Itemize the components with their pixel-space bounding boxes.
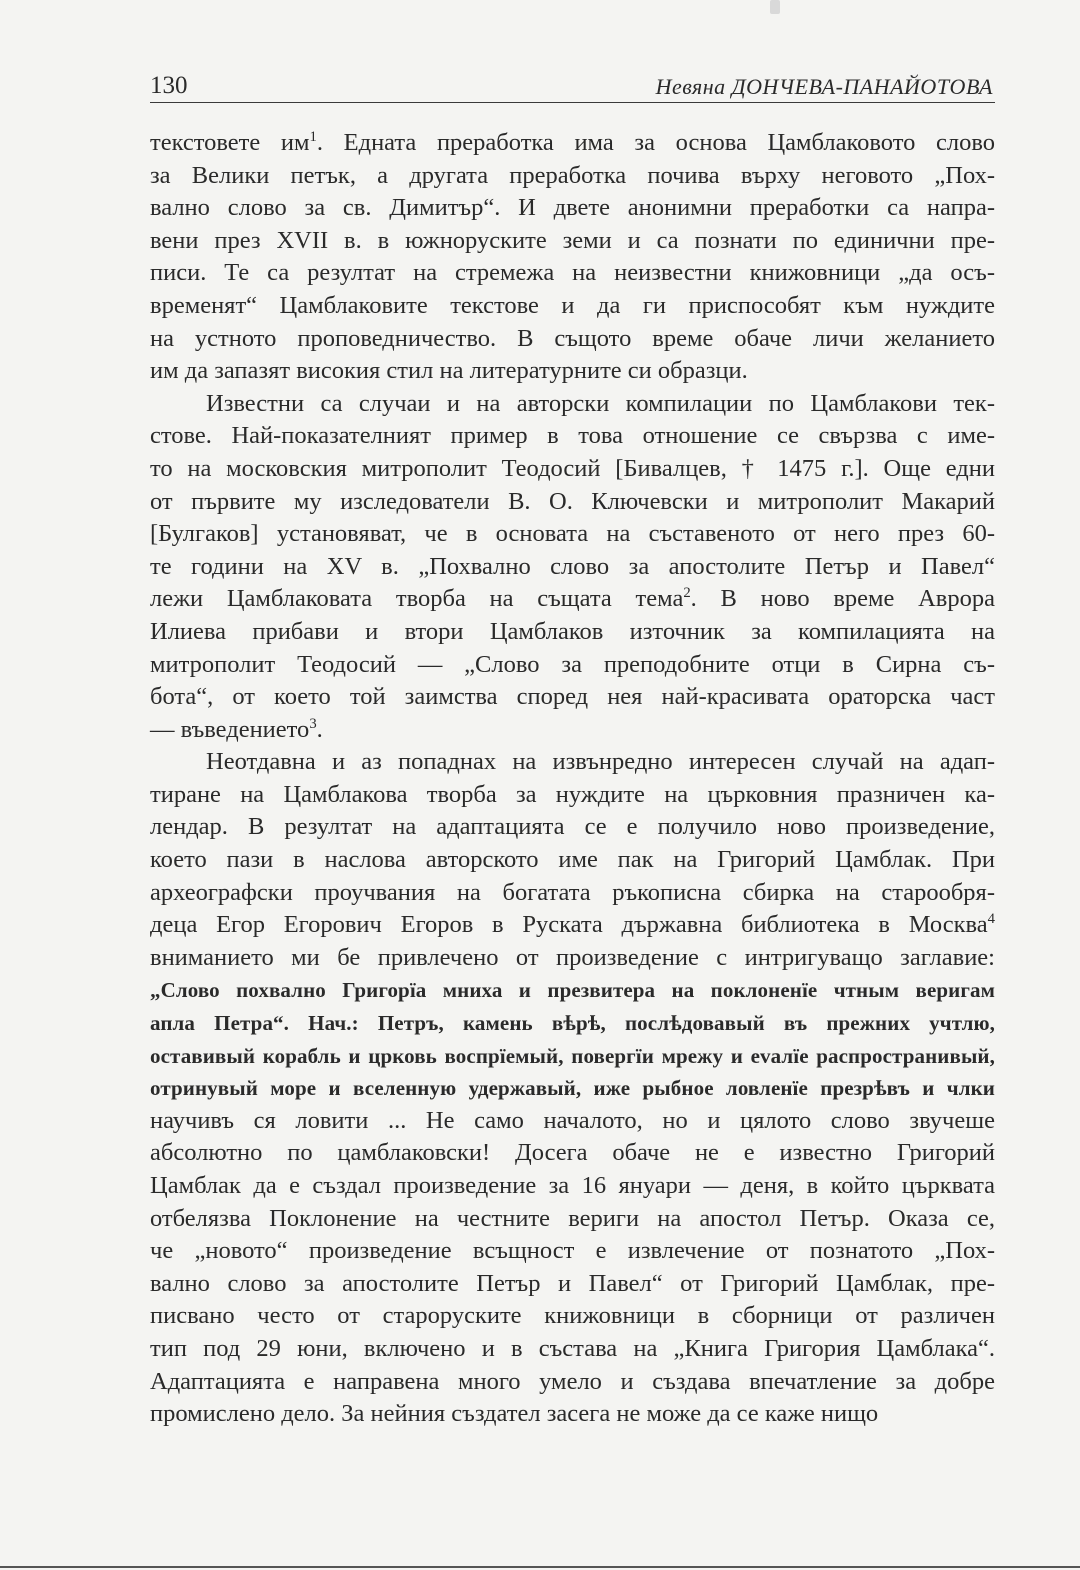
line-text: отринувый море и вселенную удержавый, иже рыбное ловленїе презрѣвъ и члки [150,1076,995,1101]
text-line [150,160,995,193]
text-line [150,974,995,1007]
text-line [150,192,995,225]
text-line [150,1300,995,1333]
footnote-ref: 4 [987,911,995,928]
line-text: митрополит Теодосий — „Слово за преподобните отци в Сирна съ- [150,650,995,678]
text-line [150,257,995,290]
line-text: за Велики петък, а другата преработка почива върху неговото „Пох- [150,161,995,189]
line-text: тиране на Цамблакова творба за нуждите на църковния празничен ка- [150,780,995,808]
line-text: Илиева прибави и втори Цамблаков източник за компилацията на [150,617,995,645]
text-line [150,616,995,649]
text-line [150,127,995,160]
line-text: археографски проучвания на богатата ръкописна сбирка на старообря- [150,878,995,906]
text-line [150,714,995,747]
line-text: текстовете им [150,129,310,156]
line-text: „Слово похвално Григорїа мниха и презвитера на поклоненїе чтным веригам [150,978,995,1003]
line-text: — въведението [150,715,310,743]
line-text: лендар. В резултат на адаптацията се е получило ново произведение, [150,813,995,841]
footnote-ref: 1 [309,128,317,145]
text-line [150,844,995,877]
text-line [150,1040,995,1073]
running-head-author: Невяна ДОНЧЕВА-ПАНАЙОТОВА [655,74,993,99]
text-line [150,1105,995,1138]
line-text: писвано често от староруските книжовници в сборници от различен [150,1302,995,1330]
text-line [150,453,995,486]
text-line [150,746,995,779]
text-line [150,1333,995,1366]
text-line [150,779,995,812]
line-text: лежи Цамблаковата творба на същата тема [150,585,684,613]
text-line [150,388,995,421]
line-text-continued: . В ново време Аврора [690,585,996,613]
text-line [150,811,995,844]
line-text: научивъ ся ловити ... Не само началото, но и цялото слово звучеше [150,1106,995,1134]
text-line [150,1170,995,1203]
text-line [150,649,995,682]
text-line [150,681,995,714]
line-text: промислено дело. За нейния създател засега не може да се каже нищо [150,1400,879,1428]
line-text: временят“ Цамблаковите текстове и да ги приспособят към нуждите [150,291,995,319]
text-line [150,1137,995,1170]
text-line [150,290,995,323]
line-text: те години на XV в. „Похвално слово за апостолите Петър и Павел“ [150,552,995,580]
line-text: вени през XVII в. в южноруските земи и са познати по единични пре- [150,226,995,254]
line-text: апла Петра“. Нач.: Петръ, камень вѣрѣ, послѣдовавый въ прежних учтлю, [150,1011,995,1036]
text-line [150,942,995,975]
text-line [150,323,995,356]
text-line [150,1235,995,1268]
line-text: то на московския митрополит Теодосий [Бивалцев, † 1475 г.]. Още едни [150,454,995,482]
line-text: оставивый корабль и црковь воспрїемый, повергїи мрежу и еvалїе распространивый, [150,1043,995,1068]
text-line [150,518,995,551]
text-line [150,909,995,942]
line-text: вално слово за апостолите Петър и Павел“ от Григорий Цамблак, пре- [150,1269,995,1297]
line-text: [Булгаков] установяват, че в основата на съставеното от него през 60- [150,520,995,548]
scan-artifact [770,0,780,14]
text-line [150,583,995,616]
text-line [150,355,995,388]
text-line [150,1072,995,1105]
text-line [150,420,995,453]
line-text: вниманието ми бе привлечено от произведение с интригуващо заглавие: [150,943,995,971]
text-line [150,1203,995,1236]
text-line [150,551,995,584]
text-line [150,225,995,258]
line-text: отбелязва Поклонение на честните вериги на апостол Петър. Оказа се, [150,1204,995,1232]
line-text: бота“, от което той заимства според нея най-красивата ораторска част [150,683,995,711]
line-text-continued: . [316,715,323,743]
text-line [150,1398,995,1431]
text-line [150,1366,995,1399]
footnote-ref: 3 [309,715,317,732]
text-line [150,877,995,910]
line-text: Известни са случаи и на авторски компилации по Цамблакови тек- [206,389,995,417]
text-line [150,1268,995,1301]
line-text: на устното проповедничество. В същото време обаче личи желанието [150,324,995,352]
line-text: тип под 29 юни, включено и в състава на „Книга Григория Цамблака“. [150,1334,995,1362]
line-text: което пази в наслова авторското име пак на Григорий Цамблак. При [150,846,995,874]
text-line [150,486,995,519]
page-number: 130 [150,72,188,99]
line-text-continued: . Едната преработка има за основа Цамблаковото слово [316,129,995,156]
line-text: писи. Те са резултат на стремежа на неизвестни книжовници „да осъ- [150,259,995,287]
scan-bottom-edge [0,1566,1080,1568]
line-text: от първите му изследователи В. О. Ключевски и митрополит Макарий [150,487,995,515]
line-text: абсолютно по цамблаковски! Досега обаче не е известно Григорий [150,1139,995,1167]
line-text: Адаптацията е направена много умело и създава впечатление за добре [150,1367,995,1395]
line-text: че „новото“ произведение всъщност е извлечение от познатото „Пох- [150,1237,995,1265]
line-text: Неотдавна и аз попаднах на извънредно интересен случай на адап- [206,748,995,776]
body-text [150,127,995,1431]
text-line [150,1007,995,1040]
line-text: вално слово за св. Димитър“. И двете анонимни преработки са напра- [150,194,995,222]
line-text: им да запазят високия стил на литературните си образци. [150,357,748,385]
line-text: стове. Най-показателният пример в това отношение се свързва с име- [150,422,995,450]
footnote-ref: 2 [683,585,691,602]
line-text: Цамблак да е създал произведение за 16 януари — деня, в който църквата [150,1172,995,1199]
page-header [150,68,995,103]
line-text: деца Егор Егорович Егоров в Руската държавна библиотека в Москва [150,911,988,939]
